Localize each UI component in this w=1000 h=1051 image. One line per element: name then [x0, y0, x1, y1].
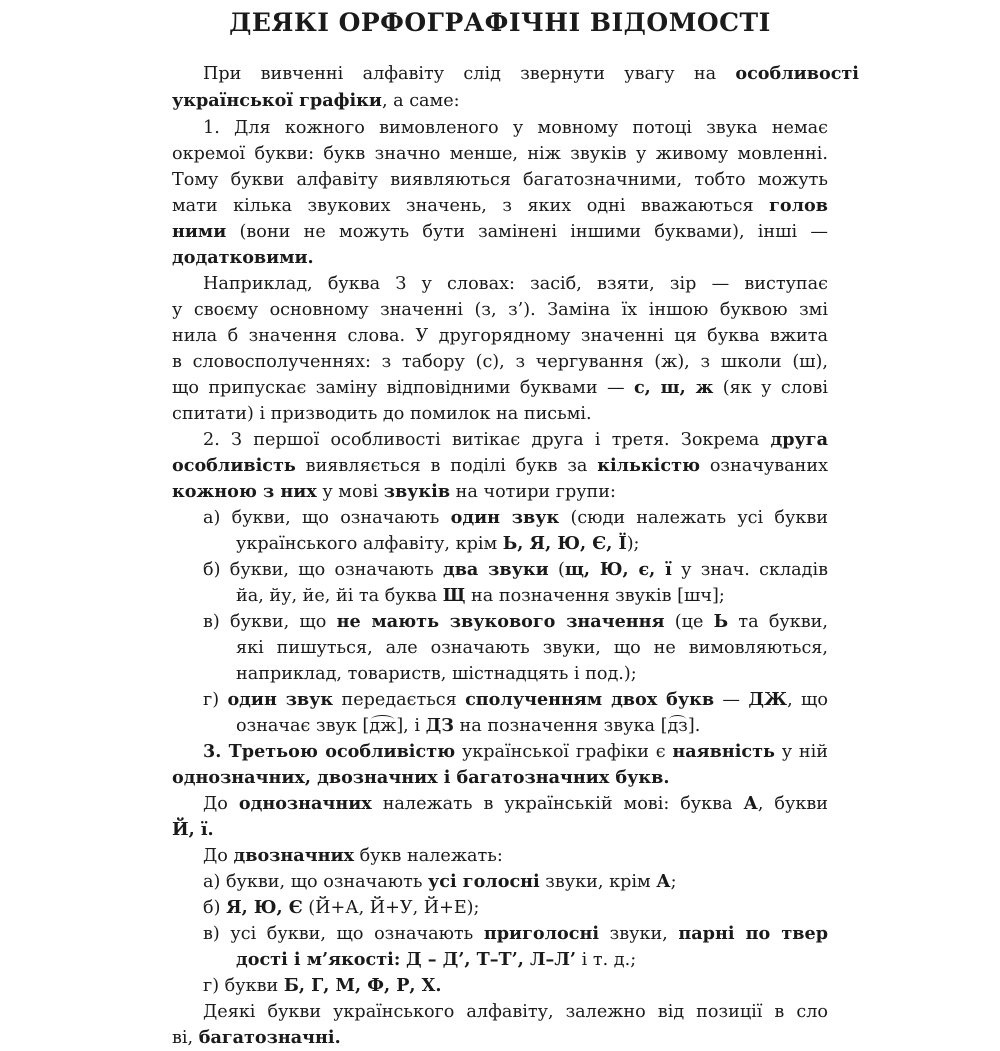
- text-line: [172, 375, 828, 401]
- text-line: [172, 349, 828, 375]
- text-run: в словосполученнях: з табору (с), з чергування (ж), з школи (ш),: [172, 352, 828, 372]
- bold-term: Б, Г, М, Ф, Р, Х.: [283, 975, 442, 996]
- bold-term: с, ш, ж: [633, 377, 714, 398]
- list-item-line: [203, 921, 828, 947]
- text-run: , а саме:: [381, 91, 460, 111]
- text-line: [203, 791, 828, 817]
- text-run: (сюди належать усі букви: [559, 508, 828, 528]
- text-run: );: [626, 534, 640, 554]
- text-line: [172, 765, 669, 791]
- bold-term: Щ: [442, 585, 466, 606]
- bold-term: ДЗ: [425, 715, 454, 736]
- list-item-line: [236, 583, 725, 609]
- text-run: г): [203, 690, 228, 710]
- text-run: у мові: [316, 482, 384, 502]
- text-line: [203, 115, 828, 141]
- bold-term: А: [743, 793, 758, 814]
- bold-term: особливості: [735, 63, 859, 84]
- text-run: 2. З першої особливості витікає друга і третя. Зокрема: [203, 430, 771, 450]
- text-run: окремої букви: букв значно менше, ніж звуків у живому мовленні.: [172, 144, 828, 164]
- text-run: Деякі букви українського алфавіту, залежно від позиції в сло: [203, 1002, 828, 1022]
- list-item-line: [203, 505, 828, 531]
- bold-term: двозначних: [233, 845, 354, 866]
- bold-term: два звуки: [442, 559, 549, 580]
- text-run: належать в українській мові: буква: [371, 794, 744, 814]
- text-run: української графіки є: [455, 742, 673, 762]
- bold-term: багатозначні.: [198, 1027, 341, 1048]
- text-line: [203, 61, 859, 87]
- text-run: які пишуться, але означають звуки, що не вимовляються,: [236, 638, 828, 658]
- bold-term: додатковими.: [172, 247, 314, 268]
- list-item-line: [236, 635, 828, 661]
- text-run: та букви,: [728, 612, 829, 632]
- text-run: букв належать:: [354, 846, 503, 866]
- sound-notation: дж: [369, 713, 396, 739]
- text-run: ві,: [172, 1028, 199, 1048]
- list-item-line: [236, 661, 637, 687]
- text-line: [172, 817, 214, 843]
- list-item-line: [236, 713, 700, 739]
- bold-term: кількістю: [597, 455, 701, 476]
- text-run: ;: [670, 872, 677, 892]
- text-run: і т. д.;: [576, 950, 637, 970]
- text-run: означає звук [: [236, 716, 370, 736]
- bold-term: сполученням двох букв: [465, 689, 715, 710]
- text-run: українського алфавіту, крім: [236, 534, 503, 554]
- text-run: у знач. складів: [671, 560, 829, 580]
- text-run: а) букви, що означають: [203, 508, 451, 528]
- text-run: на позначення звуків [шч];: [465, 586, 725, 606]
- text-line: [203, 843, 503, 869]
- text-run: (: [548, 560, 565, 580]
- text-line: [172, 479, 616, 505]
- bold-term: особливість: [172, 455, 296, 476]
- text-run: ], і: [396, 716, 426, 736]
- text-run: (як у слові: [713, 378, 829, 398]
- bold-term: ними: [172, 221, 227, 242]
- text-run: виявляється в поділі букв за: [295, 456, 598, 476]
- bold-term: однозначних, двозначних і багатозначних букв.: [172, 767, 670, 788]
- text-run: б): [203, 898, 227, 918]
- bold-term: парні по твер: [678, 923, 828, 944]
- list-item-line: [203, 973, 441, 999]
- bold-term: щ, Ю, є, ї: [564, 559, 672, 580]
- text-run: ].: [687, 716, 701, 736]
- bold-term: наявність: [672, 741, 775, 762]
- text-line: [203, 427, 828, 453]
- text-run: 1. Для кожного вимовленого у мовному потоці звука немає: [203, 118, 828, 138]
- text-run: , букви: [757, 794, 828, 814]
- bold-term: голов: [769, 195, 828, 216]
- text-run: При вивченні алфавіту слід звернути увагу на: [203, 64, 736, 84]
- bold-term: Я, Ю, Є: [226, 897, 303, 918]
- text-run: наприклад, товариств, шістнадцять і под.);: [236, 664, 637, 684]
- text-run: Тому букви алфавіту виявляються багатозначними, тобто можуть: [172, 170, 828, 190]
- text-line: [172, 219, 828, 245]
- page-title: ДЕЯКІ ОРФОГРАФІЧНІ ВІДОМОСТІ: [229, 8, 771, 37]
- text-run: До: [203, 846, 234, 866]
- text-run: йа, йу, йе, йі та буква: [236, 586, 443, 606]
- text-run: б) букви, що означають: [203, 560, 443, 580]
- text-run: на позначення звука [: [453, 716, 668, 736]
- bold-term: усі голосні: [428, 871, 540, 892]
- text-run: а) букви, що означають: [203, 872, 428, 892]
- text-run: що припускає заміну відповідними буквами —: [172, 378, 634, 398]
- text-line: [172, 453, 828, 479]
- bold-term: Ь, Я, Ю, Є, Ї: [502, 533, 627, 554]
- list-item-line: [203, 895, 479, 921]
- text-run: мати кілька звукових значень, з яких одні вважаються: [172, 196, 770, 216]
- bold-term: друга: [770, 429, 828, 450]
- text-line: [172, 167, 828, 193]
- bold-term: Д – Д’, Т–Т’, Л–Л’: [405, 949, 577, 970]
- text-run: (вони не можуть бути замінені іншими буквами), інші —: [226, 222, 828, 242]
- bold-term: кожною з них: [172, 481, 317, 502]
- text-line: [203, 271, 828, 297]
- bold-term: однозначних: [238, 793, 372, 814]
- text-run: передається: [333, 690, 466, 710]
- bold-term: ДЖ: [748, 689, 788, 710]
- text-run: , що: [787, 690, 828, 710]
- text-line: [172, 193, 828, 219]
- list-item-line: [203, 687, 828, 713]
- text-run: означуваних: [700, 456, 828, 476]
- text-run: (Й+А, Й+У, Й+Е);: [302, 898, 480, 918]
- list-item-line: [203, 557, 828, 583]
- text-line: [203, 739, 828, 765]
- bold-term: Ь: [713, 611, 729, 632]
- text-run: в) усі букви, що означають: [203, 924, 484, 944]
- bold-term: звуків: [383, 481, 451, 502]
- text-run: нила б значення слова. У другорядному значенні ця буква вжита: [172, 326, 828, 346]
- bold-term: приголосні: [483, 923, 600, 944]
- bold-term: один звук: [450, 507, 560, 528]
- text-run: —: [714, 690, 749, 710]
- bold-term: 3. Третьою особливістю: [203, 741, 456, 762]
- list-item-line: [203, 869, 677, 895]
- text-run: До: [203, 794, 239, 814]
- text-run: у ній: [774, 742, 828, 762]
- text-run: г) букви: [203, 976, 284, 996]
- sound-notation: дз: [667, 713, 687, 739]
- bold-term: української графіки: [172, 90, 382, 111]
- text-run: в) букви, що: [203, 612, 337, 632]
- bold-term: не мають звукового значення: [336, 611, 665, 632]
- text-run: у своєму основному значенні (з, з’). Заміна їх іншою буквою змі: [172, 300, 828, 320]
- text-run: Наприклад, буква З у словах: засіб, взяти, зір — виступає: [203, 274, 828, 294]
- text-run: звуки,: [599, 924, 679, 944]
- list-item-line: [236, 531, 639, 557]
- text-line: [172, 323, 828, 349]
- bold-term: один звук: [227, 689, 334, 710]
- text-line: [172, 297, 828, 323]
- text-run: (це: [664, 612, 714, 632]
- bold-term: дості і м’якості:: [236, 949, 401, 970]
- text-line: [203, 999, 828, 1025]
- text-line: [172, 401, 592, 427]
- list-item-line: [236, 947, 636, 973]
- bold-term: А: [656, 871, 671, 892]
- text-line: [172, 1025, 341, 1051]
- bold-term: Й, ї.: [172, 819, 214, 840]
- text-line: [172, 141, 828, 167]
- text-line: [172, 245, 314, 271]
- text-line: [172, 88, 460, 114]
- text-run: звуки, крім: [539, 872, 657, 892]
- list-item-line: [203, 609, 828, 635]
- text-run: на чотири групи:: [450, 482, 616, 502]
- text-run: спитати) і призводить до помилок на письмі.: [172, 404, 592, 424]
